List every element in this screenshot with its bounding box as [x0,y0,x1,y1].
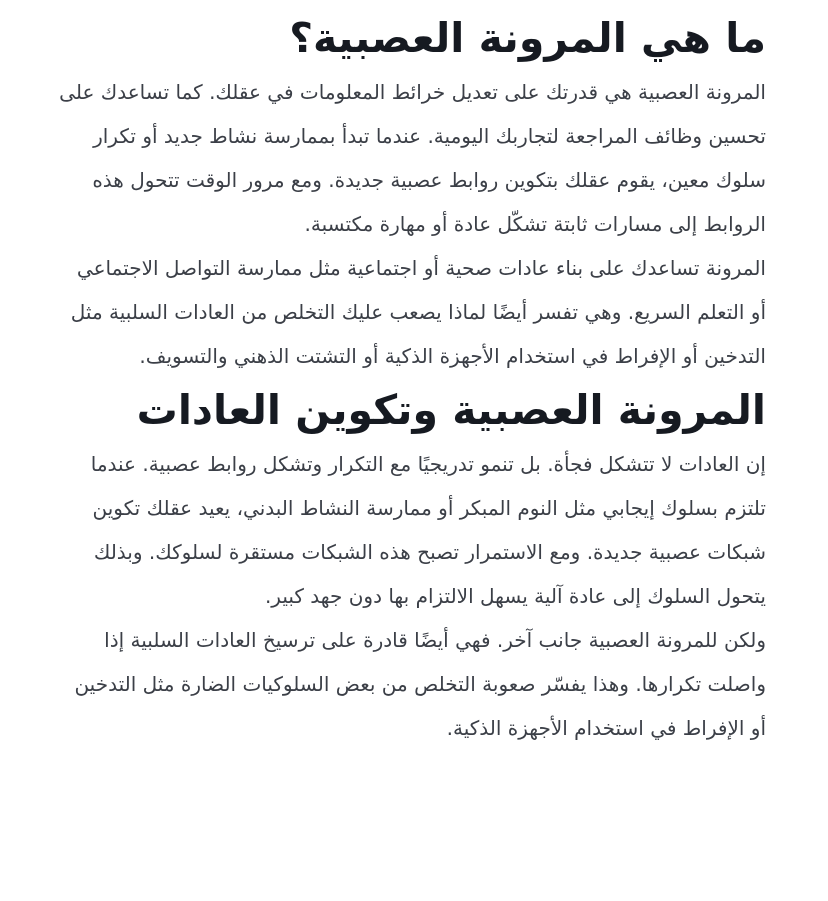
paragraph-benefits: المرونة تساعدك على بناء عادات صحية أو اجتماعية مثل ممارسة التواصل الاجتماعي أو التعلم السريع. وهي تفسر أيضًا لماذا يصعب عليك التخلص من العادات السلبية مثل التدخين أو الإفراط في استخدام الأجهزة الذكية أو التشتت الذهني والتسويف. [70,256,766,368]
heading-what-is-neuroplasticity: ما هي المرونة العصبية؟ [289,14,766,62]
paragraph-negative-habits: ولكن للمرونة العصبية جانب آخر. فهي أيضًا قادرة على ترسيخ العادات السلبية إذا واصلت تكرارها. وهذا يفسّر صعوبة التخلص من بعض السلوكيات الضارة مثل التدخين أو الإفراط في استخدام الأجهزة الذكية. [74,628,766,740]
paragraph-definition: المرونة العصبية هي قدرتك على تعديل خرائط المعلومات في عقلك. كما تساعدك على تحسين وظائف المراجعة لتجاربك اليومية. عندما تبدأ بممارسة نشاط جديد أو تكرار سلوك معين، يقوم عقلك بتكوين روابط عصبية جديدة. ومع مرور الوقت تتحول هذه الروابط إلى مسارات ثابتة تشكّل عادة أو مهارة مكتسبة. [59,80,766,236]
heading-neuroplasticity-and-habits: المرونة العصبية وتكوين العادات [136,386,766,434]
paragraph-habit-formation: إن العادات لا تتشكل فجأة. بل تنمو تدريجيًا مع التكرار وتشكل روابط عصبية. عندما تلتزم بسلوك إيجابي مثل النوم المبكر أو ممارسة النشاط البدني، يعيد عقلك تكوين شبكات عصبية جديدة. ومع الاستمرار تصبح هذه الشبكات مستقرة لسلوكك. وبذلك يتحول السلوك إلى عادة آلية يسهل الالتزام بها دون جهد كبير. [90,452,766,608]
